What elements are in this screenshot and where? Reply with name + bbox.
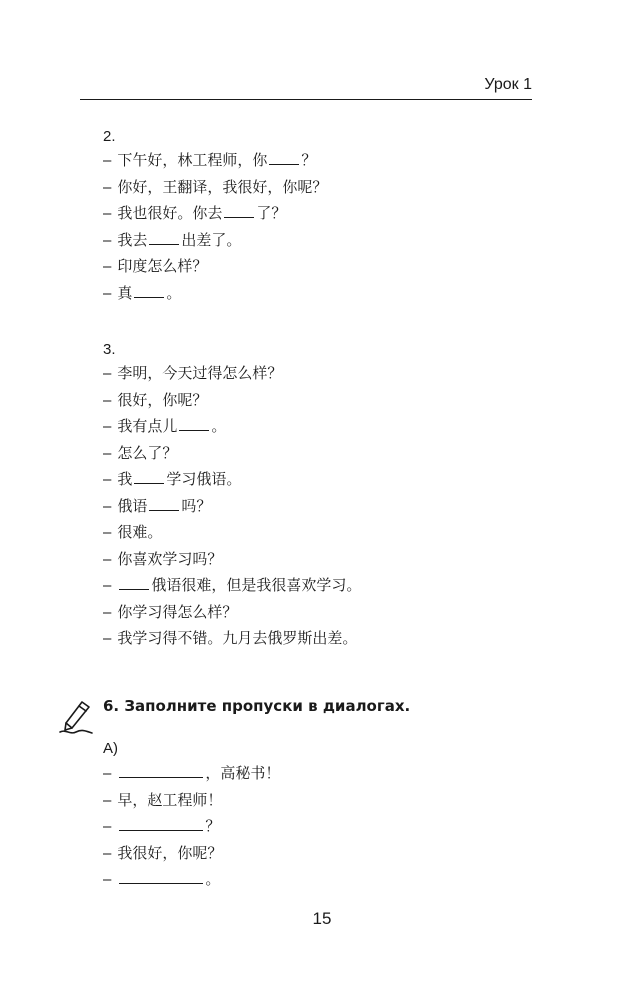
dialog-line: – ？ (103, 813, 280, 840)
lesson-label: Урок 1 (484, 76, 532, 93)
page-number: 15 (312, 909, 332, 928)
blank[interactable] (149, 494, 179, 511)
dialog-line: – 很难。 (103, 523, 163, 541)
dialog-line: – 你喜欢学习吗？ (103, 549, 223, 568)
dialog-line: – 真 。 (103, 280, 327, 307)
subsection-label: A) (103, 740, 118, 757)
blank[interactable] (119, 814, 203, 831)
dialog-line: – 我学习得不错。九月去俄罗斯出差。 (103, 629, 358, 647)
exercise-6a (103, 738, 280, 893)
dialog-line: – 我去 出差了。 (103, 227, 327, 254)
running-header (80, 76, 532, 94)
dialog-line: – 我有点儿 。 (103, 413, 361, 440)
dialog-line: – 很好，你呢？ (103, 390, 208, 409)
task-title: 6. Заполните пропуски в диалогах. (103, 697, 411, 715)
dialog-line: – 你好，王翻译，我很好，你呢？ (103, 177, 328, 196)
blank[interactable] (179, 414, 209, 431)
exercise-2 (103, 127, 327, 306)
dialog-line: – 早，赵工程师！ (103, 790, 223, 809)
header-rule (80, 99, 532, 100)
blank[interactable] (224, 201, 254, 218)
dialog-line: – ，高秘书！ (103, 760, 280, 787)
dialog-line: – 我也很好。你去 了？ (103, 200, 327, 227)
blank[interactable] (119, 867, 203, 884)
dialog-line: – 印度怎么样？ (103, 257, 208, 275)
dialog-line: – 俄语很难，但是我很喜欢学习。 (103, 572, 361, 599)
pencil-writing-icon (58, 698, 94, 738)
exercise-number: 2. (103, 128, 116, 145)
blank[interactable] (149, 228, 179, 245)
dialog-line: – 。 (103, 866, 280, 893)
dialog-line: – 我很好，你呢？ (103, 843, 223, 862)
exercise-3 (103, 340, 361, 652)
exercise-number: 3. (103, 341, 116, 358)
blank[interactable] (119, 761, 203, 778)
dialog-line: – 李明，今天过得怎么样？ (103, 364, 283, 382)
blank[interactable] (134, 467, 164, 484)
blank[interactable] (269, 148, 299, 165)
dialog-line: – 下午好，林工程师，你 ？ (103, 147, 327, 174)
blank[interactable] (119, 573, 149, 590)
dialog-line: – 怎么了？ (103, 443, 178, 462)
blank[interactable] (134, 281, 164, 298)
dialog-line: – 俄语 吗？ (103, 493, 361, 520)
dialog-line: – 你学习得怎么样？ (103, 602, 238, 621)
dialog-line: – 我 学习俄语。 (103, 466, 361, 493)
